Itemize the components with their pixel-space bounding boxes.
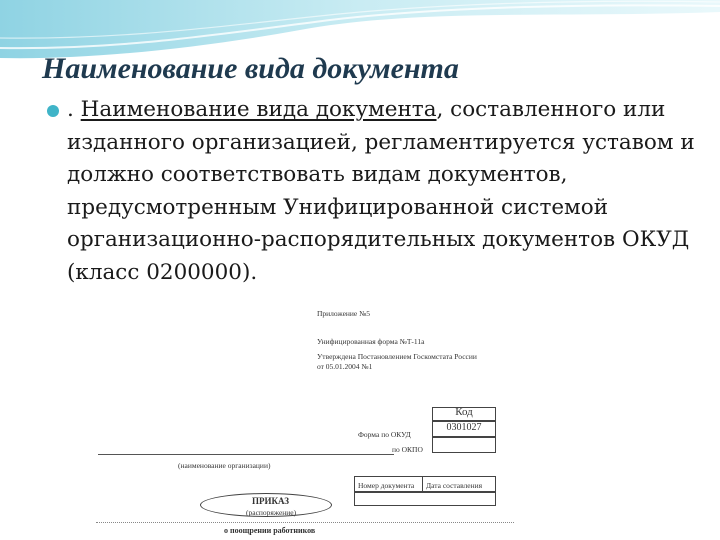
bullet-lead: .: [67, 97, 81, 122]
doc-number-label: Номер документа: [358, 481, 415, 490]
org-name-line: [98, 454, 394, 455]
form-approved-line2: от 05.01.2004 №1: [317, 362, 373, 371]
code-header: Код: [455, 406, 473, 418]
order-subtitle: (распоряжение): [246, 508, 297, 517]
slide-title: Наименование вида документа: [42, 52, 459, 85]
doc-date-label: Дата составления: [426, 481, 483, 490]
okud-code: 0301027: [446, 422, 482, 433]
okpo-label: по ОКПО: [392, 445, 423, 454]
table-divider: [422, 476, 423, 491]
org-caption: (наименование организации): [178, 461, 271, 470]
bullet-body: , составленного или изданного организацией, регламентируется уставом и должно соответствовать видам документов, предусмотренным Унифицированной системой организационно-распорядительных документов ОКУД (класс 0200000).: [67, 97, 695, 285]
form-appendix: Приложение №5: [317, 309, 371, 318]
okud-label: Форма по ОКУД: [358, 430, 411, 439]
underlined-term: Наименование вида документа: [80, 97, 437, 122]
okpo-code-box: [432, 437, 496, 453]
form-unified-name: Унифицированная форма №Т-11а: [317, 337, 425, 346]
order-title: ПРИКАЗ: [252, 496, 290, 506]
bullet-text: [67, 94, 707, 289]
order-form-image: [96, 300, 516, 540]
form-approved-line1: Утверждена Постановлением Госкомстата России: [317, 352, 477, 361]
order-topic: о поощрении работников: [224, 526, 316, 535]
bullet-marker: [47, 105, 59, 117]
form-divider: [96, 522, 514, 523]
doc-values-row: [354, 492, 496, 506]
